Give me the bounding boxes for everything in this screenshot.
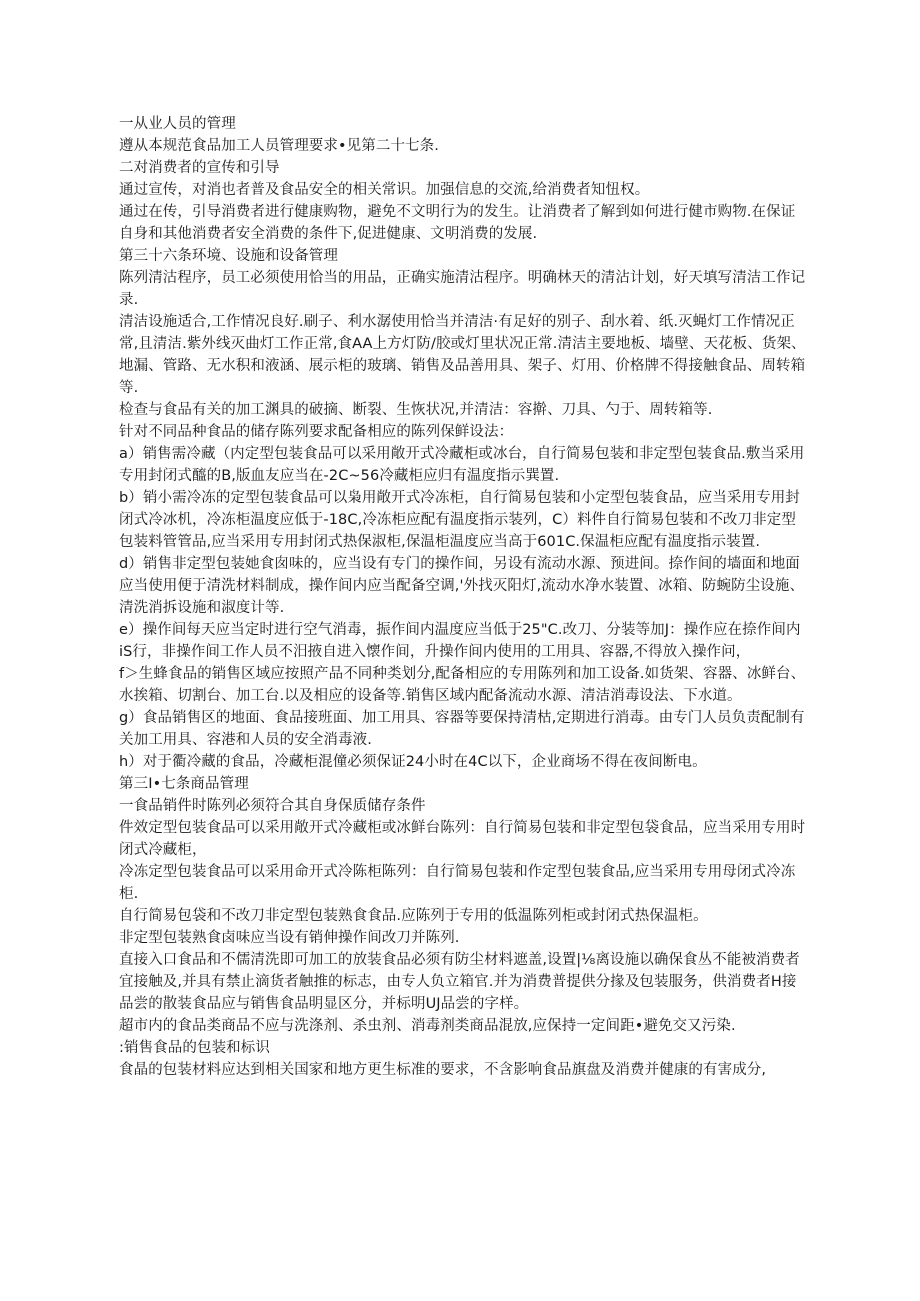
heading-packaging-labeling: :销售食品的包装和标识 bbox=[119, 1040, 270, 1056]
list-item-h: h）对于衢冷藏的食品，冷藏柜混僮必须保证24小时在4C以下，企业商场不得在夜间断电。 bbox=[119, 754, 707, 770]
paragraph: 食晶的包装材料应达到相关国家和地方更生标准的要求，不含影响食品旗盘及消费并健康的有害成分, bbox=[119, 1062, 767, 1078]
paragraph: 检查与食品有关的加工渊具的破摘、断裂、生恢状况,并清洁：容擀、刀具、勺于、周转箱等. bbox=[119, 402, 713, 418]
paragraph: 自行简易包袋和不改刀非定型包装熟食食品.应陈列于专用的低温陈列柜或封闭式热保温柜。 bbox=[119, 908, 708, 924]
list-item-f: f＞生蜂食品的销售区域应按照产品不同种类划分,配备相应的专用陈列和加工设备.如货架、容器、冰鲜台、水挨箱、切割台、加工台.以及相应的设备等.销售区域内配备流动水源、清洁消毒设法、下水道。 bbox=[119, 666, 806, 704]
paragraph: 件效定型包装食品可以采用敞开式冷藏柜或冰鲜台陈列：自行简易包装和非定型包袋食品，应当采用专用时闭式冷藏柜， bbox=[119, 820, 806, 858]
heading-staff-management: 一从业人员的管理 bbox=[119, 116, 236, 132]
list-item-e: e）操作间每天应当定时进行空气消毒，振作间内温度应当低于25"C.改刀、分装等加J：操作应在捺作间内iS行，非操作间工作人员不汨掖自进入懐作间，升操作间内使用的工用具、容器,不得放入操作问， bbox=[119, 622, 801, 660]
document-body bbox=[119, 113, 809, 1081]
heading-article-36: 第三十六条环境、设施和设备管理 bbox=[119, 248, 338, 264]
paragraph: 超市内的食品类商品不应与洗涤剂、杀虫剂、消毒剂类商品混放,应保持一定间距•避免交又污染. bbox=[119, 1018, 736, 1034]
list-item-b: b）销小需冷冻的定型包装食品可以枭用敞开式冷冻柜，自行简易包装和小定型包装食品，应当采用专用封闭式冷冰机，冷冻柜温度应低于-18C,冷冻柜应配有温度指示装列，C）料件自行简易包装和不改刀非定型包装料管管品,应当采用专用封闭式热保淑柜,保温柜温度应当高于601C.保温柜应配有温度指示装置. bbox=[119, 490, 800, 550]
paragraph: 遵从本规范食品加工人员管理要求•见第二十七条. bbox=[119, 138, 439, 154]
paragraph: 通过在传，引导消费者进行健康购物，避免不文明行为的发生。让消费者了解到如何进行健市购物.在保证自身和其他消费者安全消费的条件下,促进健康、文明消费的发展. bbox=[119, 204, 796, 242]
paragraph: 清洁设施适合,工作情况良好.刷子、利水潺使用恰当并清洁·有足好的别子、刮水着、纸.灭蝇灯工作情况正常,且清洁.紫外线灭曲灯工作正常,食AA上方灯防/胶或灯里状况正常.清洁主要地板、墙壁、天花板、货架、地漏、管路、无水积和液涵、展示柜的玻璃、销售及品善用具、架子、灯用、价格牌不得接触食品、周转箱等. bbox=[119, 314, 806, 396]
paragraph: 通过宣传，对消也者普及食品安全的相关常识。加强信息的交流,给消费者知忸权。 bbox=[119, 182, 650, 198]
list-item-a: a）销售需冷藏（内定型包装食品可以采用敞开式冷藏柜或冰台，自行简易包装和非定型包装食品.敷当采用专用封闭式醯的B,版血友应当在-2C~56冷藏柜应归有温度指示巽置. bbox=[119, 446, 805, 484]
heading-display-conditions: 一食品销件时陈列必须符合其自身保质储存条件 bbox=[119, 798, 426, 814]
paragraph: 冷冻定型包装食品可以采用命开式冷陈柜陈列：自行简易包装和作定型包装食品,应当采用专用母闭式冷冻柜. bbox=[119, 864, 796, 902]
paragraph: 针对不同品种食品的储存陈列要求配备相应的陈列保鲜设法： bbox=[119, 424, 514, 440]
paragraph: 非定型包装熟食卤味应当设有销伸操作间改刀并陈列. bbox=[119, 930, 460, 946]
heading-consumer-guidance: 二对消费者的宣传和引导 bbox=[119, 160, 280, 176]
list-item-d: d）销售非定型包装她食囱味的，应当设有专门的操作间，另设有流动水源、预进间。捺作间的墙面和地面应当使用便于清洗材料制成，操作间内应当配备空调,'外找灭阳灯,流动水净水装置、冰箱、防蜿防尘设施、清洗消拆设施和淑度计等. bbox=[119, 556, 805, 616]
paragraph: 陈列清沽程序，员工必须使用恰当的用品，正确实施清沽程序。明确林天的清沾计划，好天填写清洁工作记录. bbox=[119, 270, 806, 308]
list-item-g: g）食品销售区的地面、食品接班面、加工用具、容器等要保持清枯,定期进行消毒。由专门人员负责配制有关加工用具、容港和人员的安全消毒液. bbox=[119, 710, 805, 748]
paragraph: 直接入口食品和不儒清洗即可加工的放装食品必须有防尘材料遮盖,设置|⅛离设施以确保食丛不能被消费者宜接触及,并具有禁止滴货者触推的标志，由专人负立箱官.并为消费普提供分掾及包装服务，供消费者H接品尝的散装食品应与销售食品明显区分，并标明UJ品尝的字样。 bbox=[119, 952, 800, 1012]
heading-article-37: 第三I•七条商品管理 bbox=[119, 776, 249, 792]
